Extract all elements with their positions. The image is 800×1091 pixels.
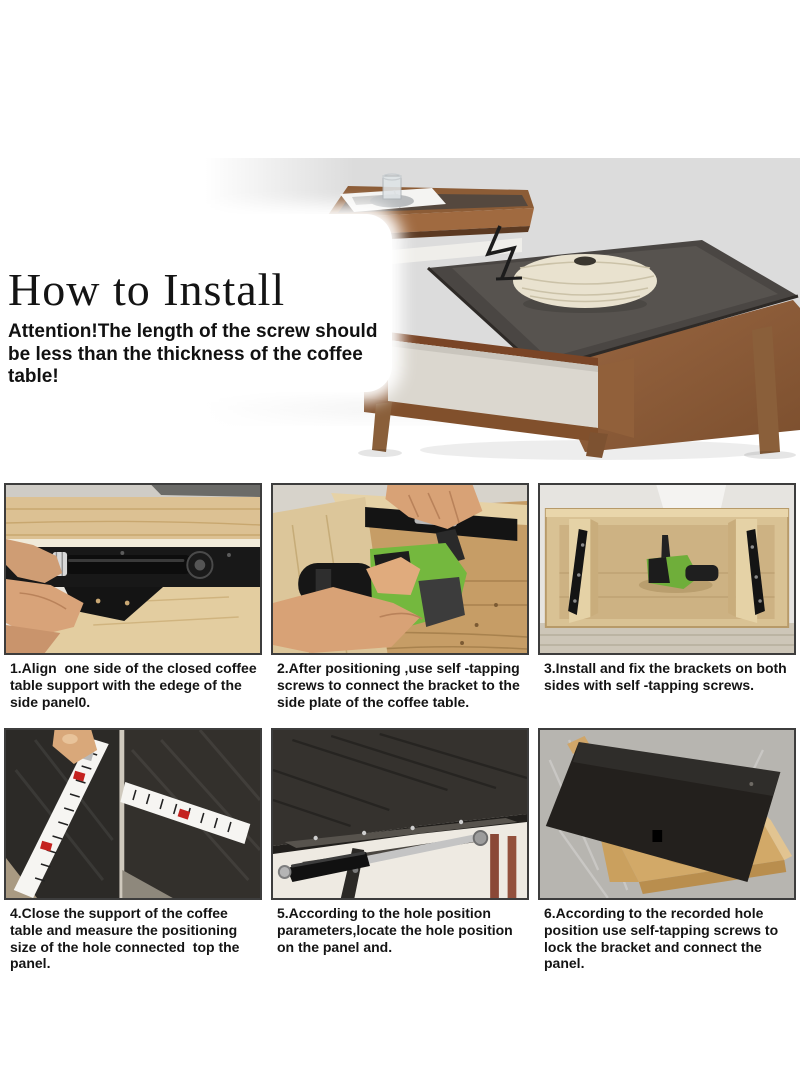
attention-line-1: Attention!The length of the screw should [8,321,378,343]
step-3-caption: 3.Install and fix the brackets on both sides with self -tapping screws. [544,660,791,693]
step-6-photo [538,728,796,900]
step-1-photo [4,483,262,655]
attention-line-2: be less than the thickness of the coffee table! [8,343,363,387]
bracket-alignment-illustration [6,485,260,653]
step-6-caption: 6.According to the recorded hole position use self-tapping screws to lock the bracket and connect the panel. [544,905,783,972]
step-2 [271,483,529,728]
step-2-photo [271,483,529,655]
install-steps-grid [0,460,800,973]
hero-section [0,0,800,460]
step-4-photo [4,728,262,900]
text-panel [0,214,392,392]
gas-strut-bracket-illustration [273,730,527,898]
drill-screwing-illustration [273,485,527,653]
step-4 [4,728,262,973]
step-1 [4,483,262,728]
step-5-photo [271,728,529,900]
both-brackets-installed-illustration [540,485,794,653]
panel-on-box-illustration [540,730,794,898]
step-1-caption: 1.Align one side of the closed coffee table support with the edege of the side panel0. [10,660,261,710]
page-title: How to Install [8,264,286,315]
step-6 [538,728,796,973]
step-5 [271,728,529,973]
step-4-caption: 4.Close the support of the coffee table and measure the positioning size of the hole connected top the panel. [10,905,244,972]
step-2-caption: 2.After positioning ,use self -tapping screws to connect the bracket to the side plate of the coffee table. [277,660,524,710]
step-3-photo [538,483,796,655]
tape-measure-illustration [6,730,260,898]
attention-note [8,321,392,388]
step-5-caption: 5.According to the hole position parameters,locate the hole position on the panel and. [277,905,517,955]
step-3 [538,483,796,728]
